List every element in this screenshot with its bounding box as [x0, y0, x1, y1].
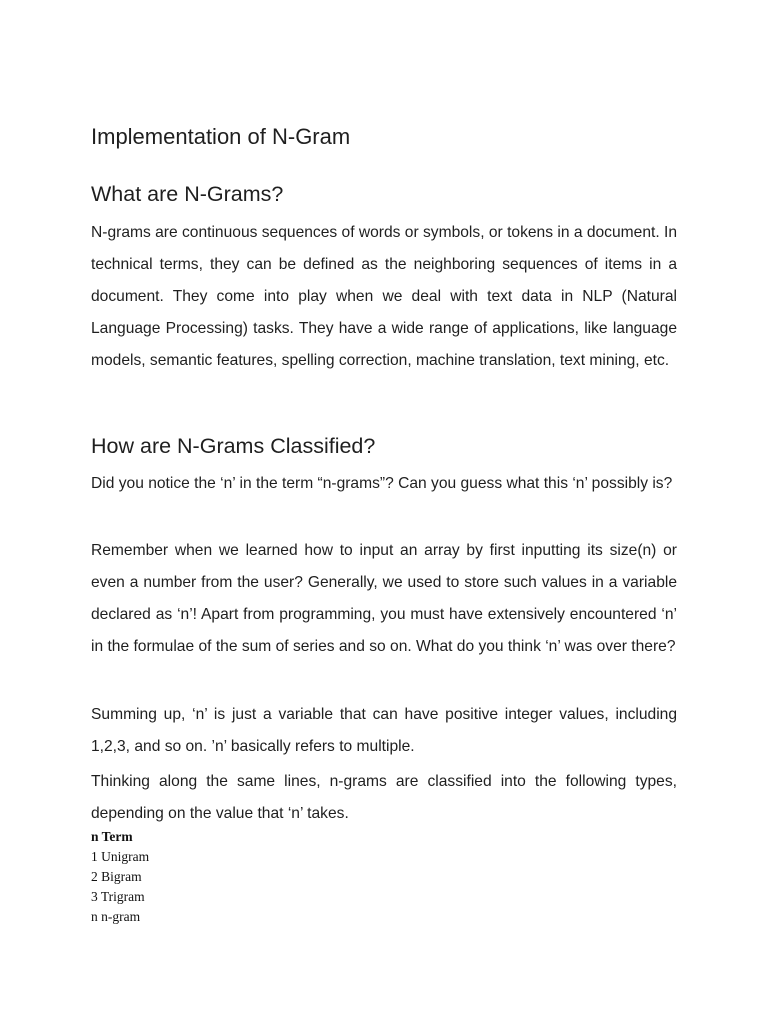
- paragraph-classified-types: Thinking along the same lines, n-grams are classified into the following types, depending on the value that ‘n’ takes.: [91, 773, 677, 822]
- table-row: n n-gram: [91, 909, 141, 924]
- paragraph-remember-array: Remember when we learned how to input an array by first inputting its size(n) or even a number from the user? Generally, we used to store such values in a variable declared as ‘n’! Apart from programming, you must have extensively encountered ‘n’ in the formulae of the sum of series and so on. What do you think ‘n’ was over there?: [91, 542, 677, 655]
- ngram-term-table: [91, 827, 149, 927]
- paragraph-notice-n: Did you notice the ‘n’ in the term “n-grams”? Can you guess what this ‘n’ possibly is?: [91, 475, 673, 492]
- section-heading-how-classified: How are N-Grams Classified?: [91, 434, 376, 458]
- table-row: 1 Unigram: [91, 849, 150, 864]
- table-row: 2 Bigram: [91, 869, 142, 884]
- paragraph-summing-up: Summing up, ‘n’ is just a variable that can have positive integer values, including 1,2,3, and so on. ’n’ basically refers to multiple.: [91, 706, 677, 755]
- ngrams-definition-paragraph: N-grams are continuous sequences of words or symbols, or tokens in a document. In technical terms, they can be defined as the neighboring sequences of items in a document. They come into play when we deal with text data in NLP (Natural Language Processing) tasks. They have a wide range of applications, like language models, semantic features, spelling correction, machine translation, text mining, etc.: [91, 224, 677, 369]
- document-title: Implementation of N-Gram: [91, 124, 351, 149]
- section-heading-what-are-ngrams: What are N-Grams?: [91, 182, 284, 206]
- table-row: 3 Trigram: [91, 889, 145, 904]
- table-header: n Term: [91, 829, 133, 844]
